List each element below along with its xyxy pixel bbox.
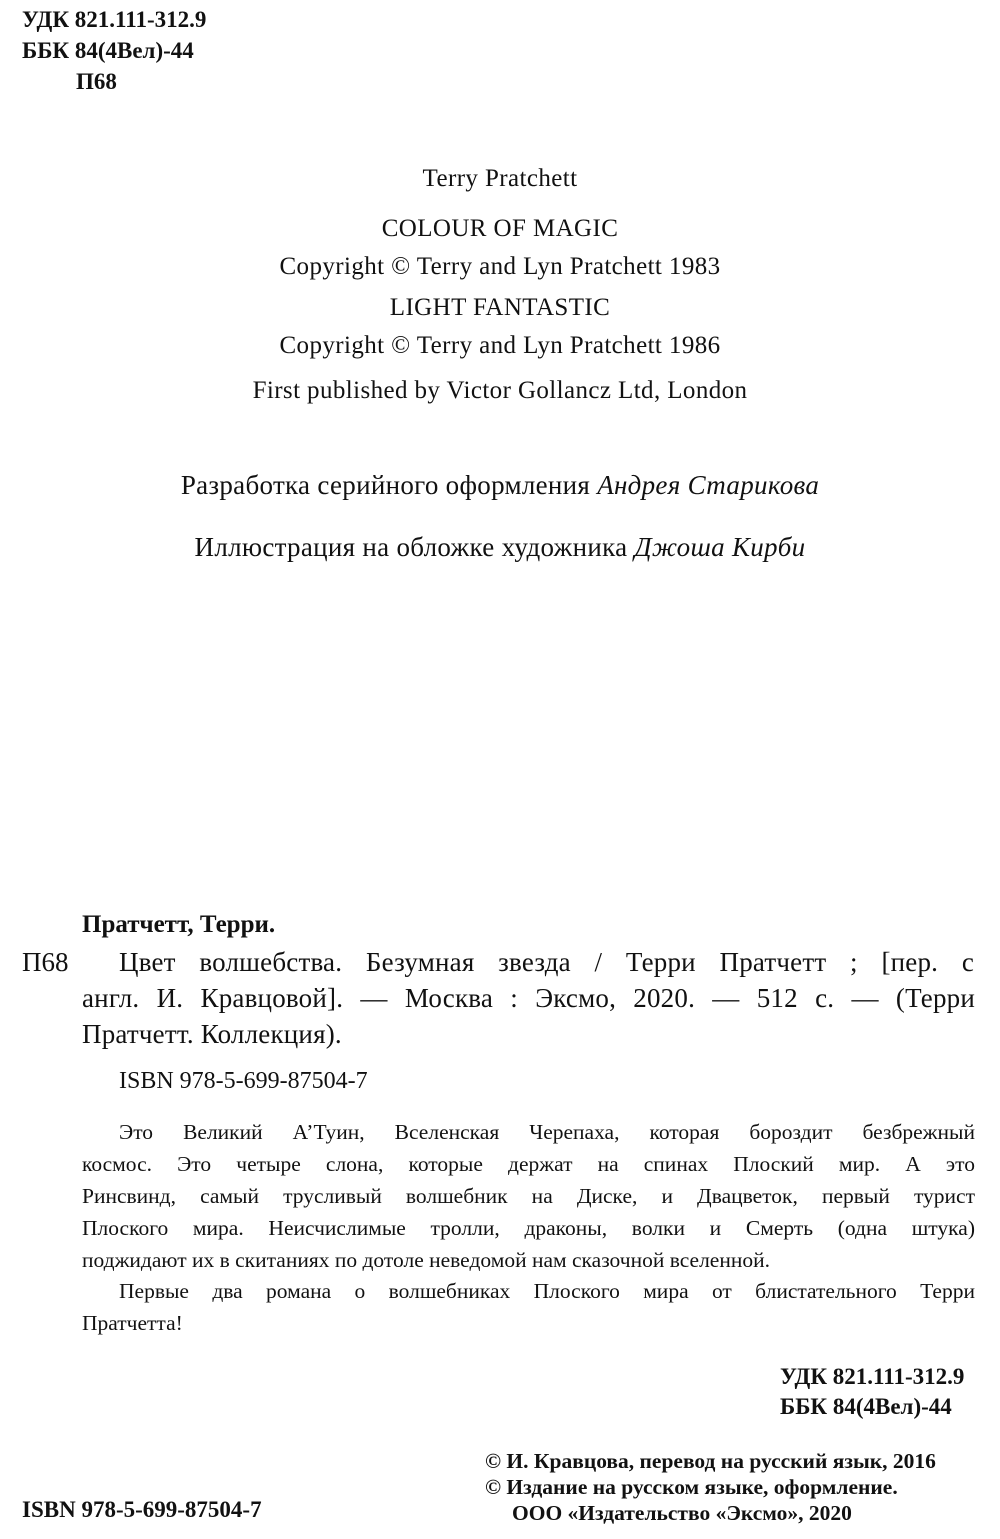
original-copyright-2: Copyright © Terry and Lyn Pratchett 1986 — [279, 332, 721, 359]
copyright-line: © И. Кравцова, перевод на русский язык, 2016 — [485, 1449, 936, 1473]
bbk-code: ББК 84(4Вел)-44 — [22, 38, 194, 63]
annotation-line: Это Великий А’Туин, Вселенская Черепаха, которая бороздит безбрежный — [119, 1120, 975, 1144]
annotation-line: Первые два романа о волшебниках Плоского мира от блистательного Терри — [119, 1279, 975, 1303]
biblio-heading: Пратчетт, Терри. — [82, 911, 276, 938]
original-author: Terry Pratchett — [422, 165, 578, 192]
cover-credit — [0, 532, 1000, 563]
bottom-codes — [780, 1362, 964, 1422]
original-copyright-1: Copyright © Terry and Lyn Pratchett 1983 — [279, 253, 721, 280]
biblio-line: Цвет волшебства. Безумная звезда / Терри Пратчетт ; [пер. с — [119, 947, 974, 977]
biblio-isbn: ISBN 978-5-699-87504-7 — [119, 1068, 368, 1094]
udk-code: УДК 821.111-312.9 — [22, 7, 207, 32]
annotation-line: Пратчетта! — [82, 1311, 183, 1335]
cover-credit-label: Иллюстрация на обложке художника — [194, 532, 635, 562]
copyright-line: © Издание на русском языке, оформление. — [485, 1475, 898, 1499]
biblio-line: англ. И. Кравцовой]. — Москва : Эксмо, 2020. — 512 с. — (Терри — [82, 983, 975, 1013]
cover-credit-name: Джоша Кирби — [634, 532, 806, 562]
top-codes — [22, 4, 206, 97]
copyright-line: ООО «Издательство «Эксмо», 2020 — [512, 1501, 852, 1525]
footer-isbn: ISBN 978-5-699-87504-7 — [22, 1497, 262, 1522]
design-credit-name: Андрея Старикова — [597, 470, 820, 500]
annotation-line: Ринсвинд, самый трусливый волшебник на Диске, и Двацветок, первый турист — [82, 1184, 975, 1208]
biblio-line: Пратчетт. Коллекция). — [82, 1019, 342, 1049]
design-credit-label: Разработка серийного оформления — [180, 470, 598, 500]
annotation-line: Плоского мира. Неисчислимые тролли, драконы, волки и Смерть (одна штука) — [82, 1216, 975, 1240]
bottom-bbk-code: ББК 84(4Вел)-44 — [780, 1394, 952, 1419]
original-title-1: COLOUR OF MAGIC — [381, 215, 619, 242]
design-credit — [0, 470, 1000, 501]
bottom-udk-code: УДК 821.111-312.9 — [780, 1364, 965, 1389]
annotation-line: космос. Это четыре слона, которые держат на спинах Плоский мир. А это — [82, 1152, 975, 1176]
biblio-mark: П68 — [22, 947, 69, 977]
original-publisher: First published by Victor Gollancz Ltd, London — [252, 377, 748, 404]
annotation-line: поджидают их в скитаниях по дотоле неведомой нам сказочной вселенной. — [82, 1248, 770, 1272]
original-title-2: LIGHT FANTASTIC — [389, 294, 611, 321]
author-mark: П68 — [76, 69, 117, 94]
footer-copyrights — [485, 1448, 936, 1526]
